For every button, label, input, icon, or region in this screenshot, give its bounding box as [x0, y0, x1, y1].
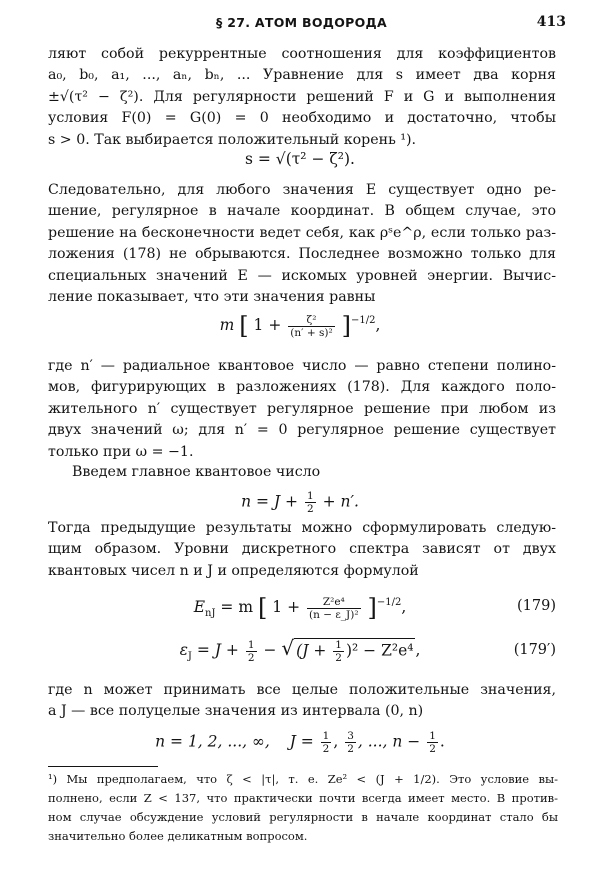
fraction — [333, 639, 344, 664]
denominator: 2 — [247, 651, 255, 664]
footnote-line: ¹) Мы предполагаем, что ζ < |τ|, т. е. Ze² < (J + 1/2). Это условие вы- — [48, 772, 558, 786]
denominator: 2 — [306, 503, 314, 515]
text-line: решение на бесконечности ведет себя, как ρˢe^ρ, если только раз- — [48, 224, 556, 241]
text-line: Тогда предыдущие результаты можно сформулировать следую- — [48, 520, 556, 536]
exponent: −1/2 — [350, 315, 376, 326]
equation-179 — [0, 594, 600, 622]
denominator: 2 — [347, 743, 354, 755]
text-line: ляют собой рекуррентные соотношения для коэффициентов — [48, 46, 556, 62]
eq-term: 1 + — [272, 598, 301, 616]
text-line: жительного n′ существует регулярное решение при любом из — [48, 400, 556, 417]
denominator: 2 — [335, 651, 342, 664]
footnote-divider — [48, 766, 158, 767]
equation-energy-levels — [0, 312, 600, 340]
fraction — [288, 314, 334, 339]
paragraph-quantum-values — [48, 680, 556, 723]
sqrt-body — [294, 638, 415, 664]
eq-term: , — [375, 316, 381, 334]
equation-principal-number — [0, 490, 600, 515]
denominator: (n − ε_J)² — [309, 608, 359, 621]
text-line: щим образом. Уровни дискретного спектра зависят от двух — [48, 541, 556, 558]
text-line: квантовых чисел n и J и определяются формулой — [48, 562, 419, 579]
text-line: s > 0. Так выбирается положительный корень ¹). — [48, 131, 417, 148]
eq-term: . — [439, 732, 445, 751]
text-line: специальных значений E — искомых уровней энергии. Вычис- — [48, 267, 556, 284]
denominator: 2 — [322, 743, 330, 755]
text-line: Следовательно, для любого значения E существует одно ре- — [48, 182, 556, 198]
numerator: 1 — [335, 638, 342, 651]
eq-bracket: [ — [257, 594, 268, 622]
footnote-line: полнено, если Z < 137, что практически почти всегда имеет место. В против- — [48, 791, 558, 805]
eq-term: = m — [220, 598, 254, 616]
numerator: 1 — [322, 730, 330, 742]
eq-term: = J + — [196, 641, 239, 659]
fraction — [307, 596, 361, 621]
equation-label-179: (179) — [517, 598, 556, 614]
numerator: Z²e⁴ — [307, 596, 361, 609]
text-line: ложения (178) не обрываются. Последнее возможно только для — [48, 246, 556, 263]
text-line: только при ω = −1. — [48, 443, 194, 460]
paragraph-results — [48, 518, 556, 582]
equation-allowed-values — [0, 730, 600, 755]
section-title: § 27. АТОМ ВОДОРОДА — [216, 15, 387, 30]
denominator: (n′ + s)² — [290, 326, 333, 339]
text-line: где n может принимать все целые положительные значения, — [48, 682, 556, 698]
eq-term: )² − Z²e⁴ — [345, 641, 414, 659]
sqrt-sign: √ — [281, 636, 295, 660]
fraction — [345, 730, 356, 755]
eq-term: 1 + — [253, 316, 282, 334]
text-line: шение, регулярное в начале координат. В общем случае, это — [48, 203, 556, 220]
text-line: двух значений ω; для n′ = 0 регулярное решение существует — [48, 422, 556, 439]
text-line: а J — все полуцелые значения из интервала (0, n) — [48, 703, 424, 720]
eq-term: n = 1, 2, ..., ∞, — [155, 732, 270, 751]
text-line: a₀, b₀, a₁, ..., aₙ, bₙ, ... Уравнение для s имеет два корня — [48, 67, 556, 84]
text-line: мов, фигурирующих в разложениях (178). Для каждого поло- — [48, 379, 556, 396]
text-line: где n′ — радиальное квантовое число — равно степени полино- — [48, 358, 556, 374]
footnote — [48, 770, 558, 846]
footnote-line: ном случае обсуждение условий регулярности в начале координат стало бы — [48, 810, 558, 824]
eq-term: n = J + — [241, 492, 299, 511]
eq-term: (J + — [296, 641, 327, 659]
fraction — [321, 730, 332, 755]
page-number: 413 — [536, 14, 566, 30]
denominator: 2 — [429, 743, 436, 755]
text-line: Введем главное квантовое число — [72, 464, 321, 480]
equation-s-root: s = √(τ² − ζ²). — [245, 150, 355, 168]
fraction — [246, 639, 257, 664]
eq-bracket: ] — [341, 312, 351, 340]
paragraph-regular-solution — [48, 180, 556, 308]
equation-179-prime — [0, 636, 600, 664]
text-line: ление показывает, что эти значения равны — [48, 289, 376, 306]
eq-bracket: [ — [239, 312, 249, 340]
equation-label-179-prime: (179′) — [513, 642, 556, 658]
paragraph-principal-intro — [72, 462, 552, 483]
eq-term: ε — [179, 641, 188, 659]
numerator: 1 — [306, 490, 314, 502]
subscript: J — [187, 651, 192, 663]
numerator: 1 — [429, 730, 436, 742]
eq-term: m — [219, 316, 235, 334]
exponent: −1/2 — [376, 597, 402, 608]
eq-term: J = — [289, 732, 314, 751]
eq-term: , — [401, 598, 407, 616]
numerator: 3 — [347, 730, 354, 742]
fraction — [427, 730, 438, 755]
numerator: ζ² — [288, 314, 334, 327]
text-line: условия F(0) = G(0) = 0 необходимо и достаточно, чтобы — [48, 110, 556, 127]
subscript: nJ — [205, 608, 216, 620]
paragraph-radial-number — [48, 356, 556, 463]
eq-term: , ..., n − — [357, 732, 421, 751]
eq-term: + n′. — [322, 492, 359, 511]
fraction — [305, 490, 316, 515]
eq-term: − — [263, 641, 277, 659]
running-header — [0, 14, 600, 36]
eq-term: , — [333, 732, 339, 751]
eq-term: , — [415, 641, 421, 659]
eq-term: E — [193, 598, 206, 616]
text-line: ±√(τ² − ζ²). Для регулярности решений F и G и выполнения — [48, 88, 556, 105]
eq-bracket: ] — [367, 594, 377, 622]
numerator: 1 — [247, 638, 255, 651]
paragraph-recurrence — [48, 44, 556, 151]
footnote-line: значительно более деликатным вопросом. — [48, 829, 308, 843]
